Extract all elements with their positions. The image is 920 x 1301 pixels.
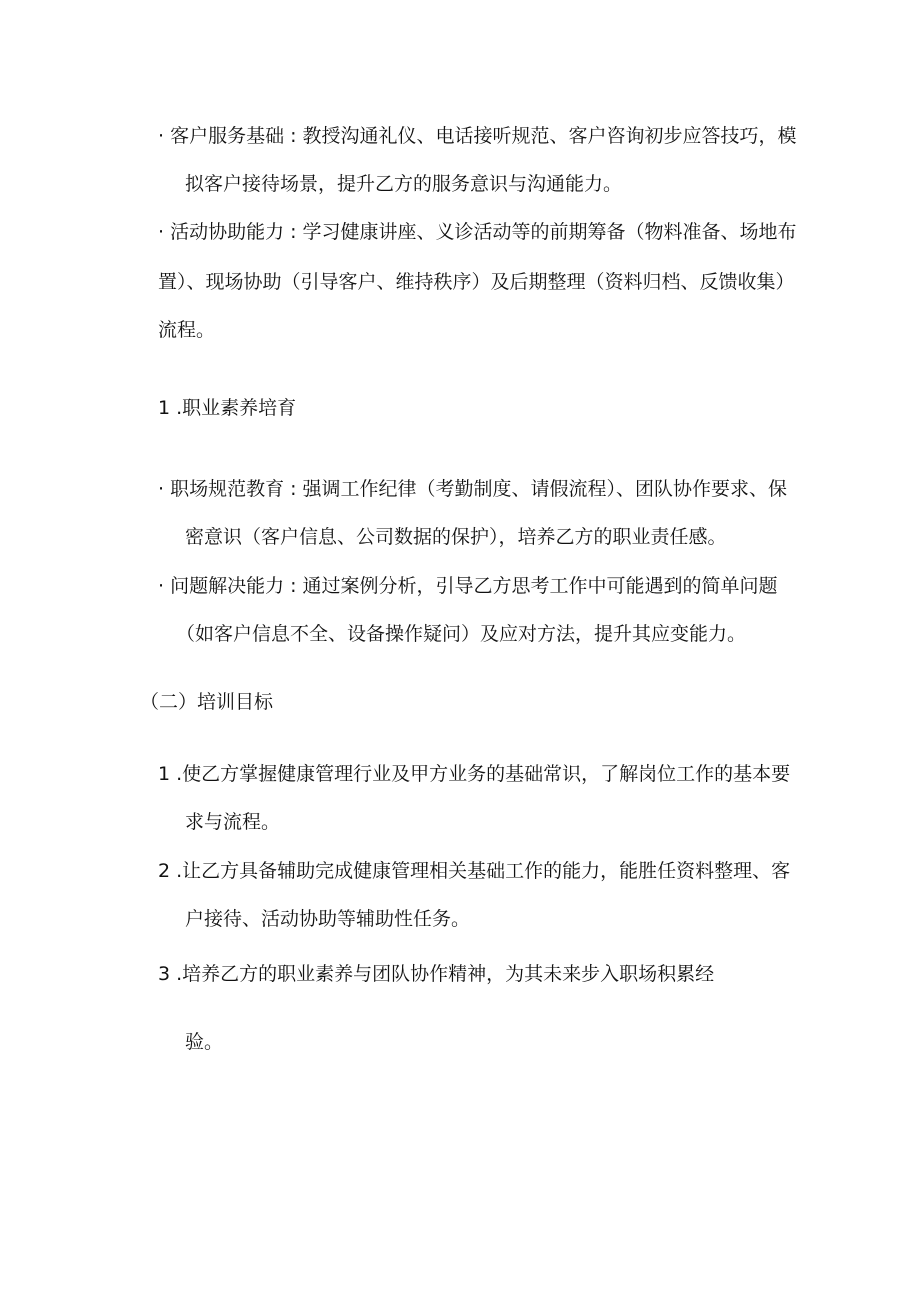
bullet-customer-service: · 客户服务基础 : 教授沟通礼仪、电话接听规范、客户咨询初步应答技巧，模 bbox=[158, 125, 797, 147]
goal-item-1-cont: 求与流程。 bbox=[185, 811, 281, 833]
bullet-activity-assist: · 活动协助能力 : 学习健康讲座、义诊活动等的前期筹备（物料准备、场地布 bbox=[158, 221, 797, 243]
bullet-customer-service-cont: 拟客户接待场景，提升乙方的服务意识与沟通能力。 bbox=[185, 173, 623, 195]
section-heading-professional: 1 .职业素养培育 bbox=[158, 397, 297, 419]
section-heading-goals: （二）培训目标 bbox=[140, 691, 274, 713]
bullet-problem-solving: · 问题解决能力 : 通过案例分析，引导乙方思考工作中可能遇到的简单问题 bbox=[158, 575, 778, 597]
goal-item-2-cont: 户接待、活动协助等辅助性任务。 bbox=[185, 908, 471, 930]
bullet-workplace-norms-cont: 密意识（客户信息、公司数据的保护），培养乙方的职业责任感。 bbox=[185, 526, 727, 548]
goal-item-3-cont: 验。 bbox=[185, 1031, 224, 1053]
bullet-activity-assist-cont: 置）、现场协助（引导客户、维持秩序）及后期整理（资料归档、反馈收集） bbox=[158, 271, 795, 293]
bullet-activity-assist-cont2: 流程。 bbox=[158, 319, 216, 341]
goal-item-1: 1 .使乙方掌握健康管理行业及甲方业务的基础常识，了解岗位工作的基本要 bbox=[158, 763, 791, 785]
bullet-problem-solving-cont: （如客户信息不全、设备操作疑问）及应对方法，提升其应变能力。 bbox=[176, 623, 747, 645]
bullet-workplace-norms: · 职场规范教育 : 强调工作纪律（考勤制度、请假流程）、团队协作要求、保 bbox=[158, 478, 788, 500]
goal-item-2: 2 .让乙方具备辅助完成健康管理相关基础工作的能力，能胜任资料整理、客 bbox=[158, 860, 791, 882]
goal-item-3: 3 .培养乙方的职业素养与团队协作精神，为其未来步入职场积累经 bbox=[158, 963, 715, 985]
